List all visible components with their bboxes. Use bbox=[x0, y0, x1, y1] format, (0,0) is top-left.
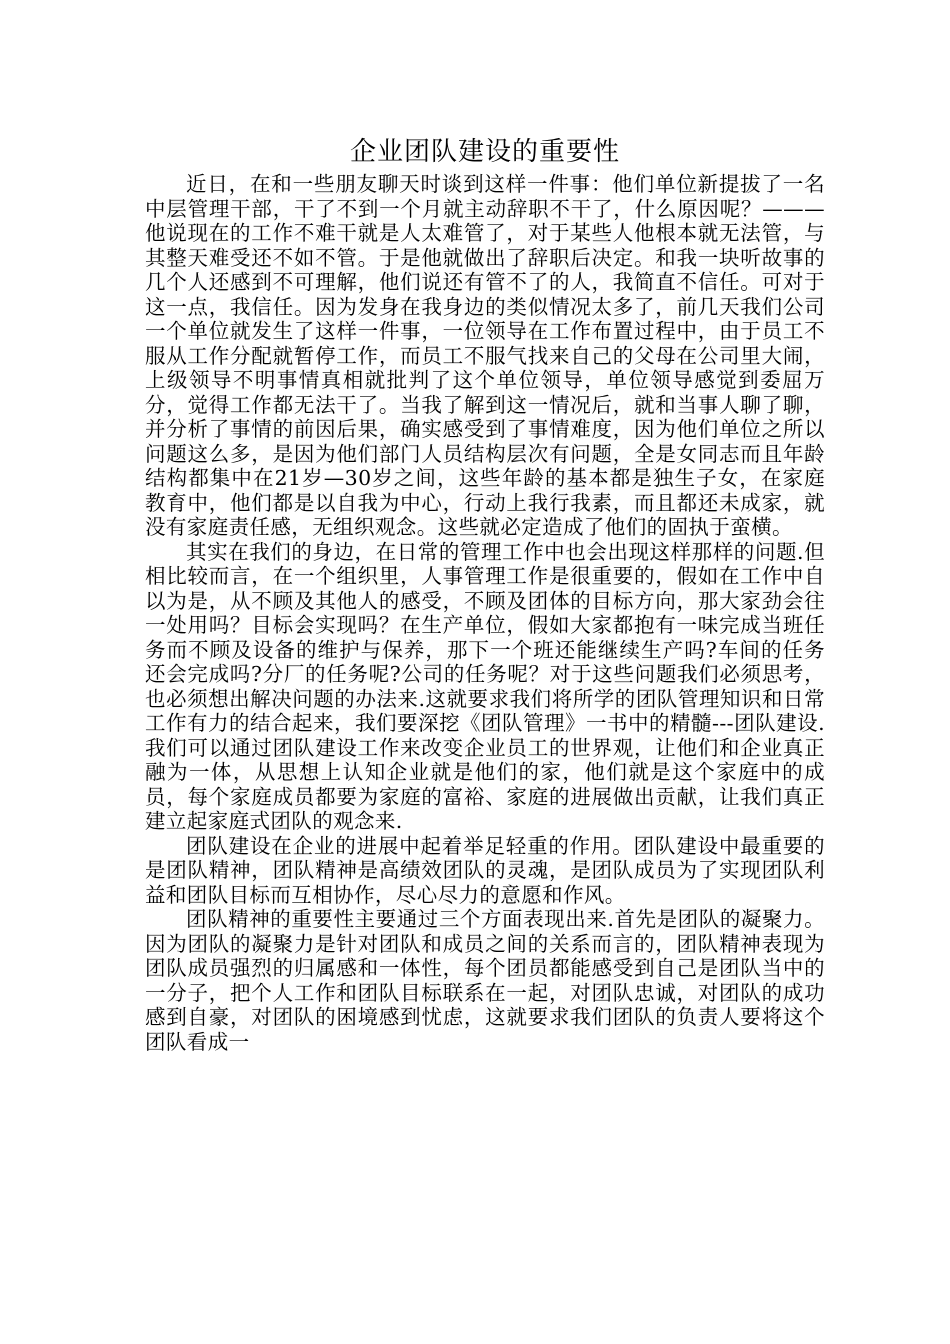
paragraph-4: 团队精神的重要性主要通过三个方面表现出来.首先是团队的凝聚力。因为团队的凝聚力是针对团队和成员之间的关系而言的，团队精神表现为团队成员强烈的归属感和一体性，每个团员都能感受到自己是团队当中的一分子，把个人工作和团队目标联系在一起，对团队忠诚，对团队的成功感到自豪，对团队的困境感到忧虑，这就要求我们团队的负责人要将这个团队看成一 bbox=[145, 907, 825, 1054]
document-title: 企业团队建设的重要性 bbox=[349, 137, 620, 167]
document-page bbox=[145, 132, 825, 1054]
paragraph-2: 其实在我们的身边，在日常的管理工作中也会出现这样那样的问题.但相比较而言，在一个组织里，人事管理工作是很重要的，假如在工作中自以为是，从不顾及其他人的感受，不顾及团体的目标方向，那大家劲会往一处用吗？目标会实现吗？在生产单位，假如大家都抱有一味完成当班任务而不顾及设备的维护与保养，那下一个班还能继续生产吗?车间的任务还会完成吗?分厂的任务呢?公司的任务呢？对于这些问题我们必须思考，也必须想出解决问题的办法来.这就要求我们将所学的团队管理知识和日常工作有力的结合起来，我们要深挖《团队管理》一书中的精髓---团队建设.我们可以通过团队建设工作来改变企业员工的世界观，让他们和企业真正融为一体，从思想上认知企业就是他们的家，他们就是这个家庭中的成员，每个家庭成员都要为家庭的富裕、家庭的进展做出贡献，让我们真正建立起家庭式团队的观念来. bbox=[145, 539, 825, 833]
paragraph-3: 团队建设在企业的进展中起着举足轻重的作用。团队建设中最重要的是团队精神，团队精神是高绩效团队的灵魂，是团队成员为了实现团队利益和团队目标而互相协作，尽心尽力的意愿和作风。 bbox=[145, 833, 825, 907]
paragraph-1: 近日，在和一些朋友聊天时谈到这样一件事：他们单位新提拔了一名中层管理干部，干了不到一个月就主动辞职不干了，什么原因呢？———他说现在的工作不难干就是人太难管了，对于某些人他根本就无法管，与其整天难受还不如不管。于是他就做出了辞职后决定。和我一块听故事的几个人还感到不可理解，他们说还有管不了的人，我简直不信任。可对于这一点，我信任。因为发身在我身边的类似情况太多了，前几天我们公司一个单位就发生了这样一件事，一位领导在工作布置过程中，由于员工不服从工作分配就暂停工作，而员工不服气找来自己的父母在公司里大闹，上级领导不明事情真相就批判了这个单位领导，单位领导感觉到委屈万分，觉得工作都无法干了。当我了解到这一情况后，就和当事人聊了聊，并分析了事情的前因后果，确实感受到了事情难度，因为他们单位之所以问题这么多，是因为他们部门人员结构层次有问题，全是女同志而且年龄结构都集中在21岁—30岁之间，这些年龄的基本都是独生子女，在家庭教育中，他们都是以自我为中心，行动上我行我素，而且都还未成家，就没有家庭责任感，无组织观念。这些就必定造成了他们的固执于蛮横。 bbox=[145, 172, 825, 539]
